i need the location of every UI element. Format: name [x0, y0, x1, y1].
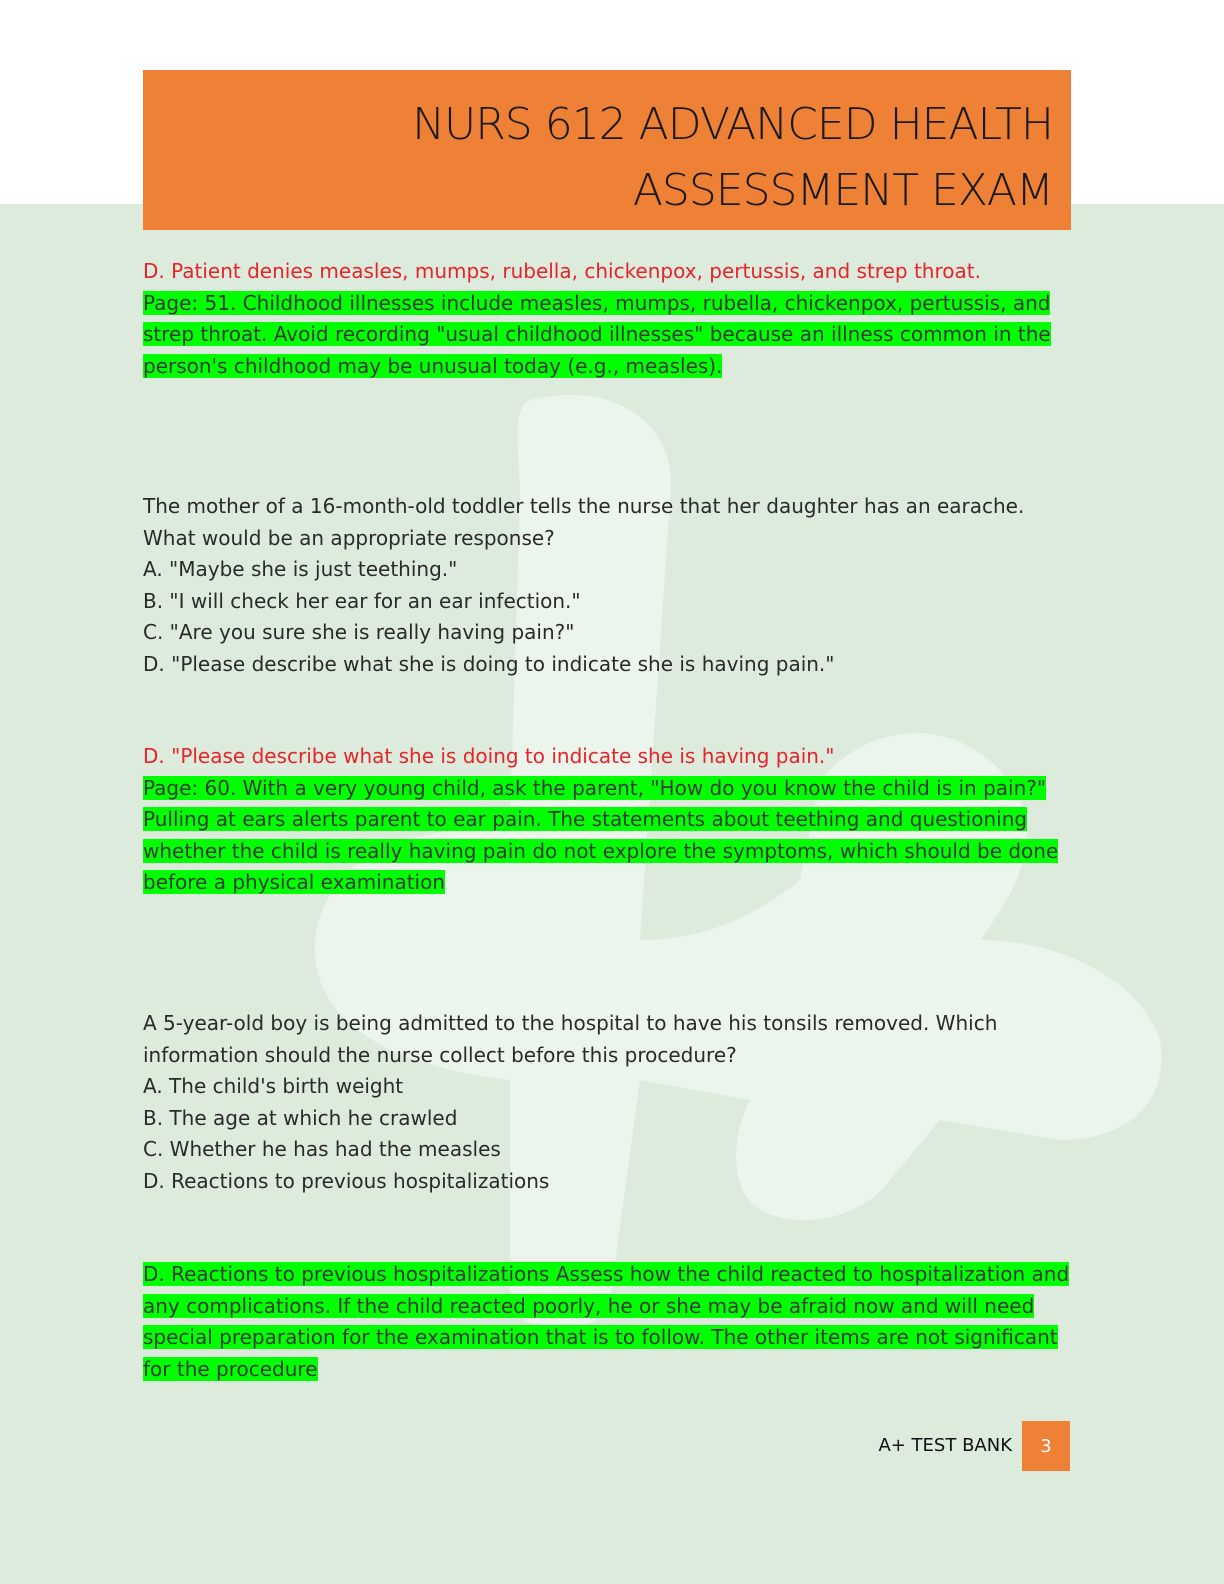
question-stem: A 5-year-old boy is being admitted to the hospital to have his tonsils removed. Which information should the nurse collect before this procedure?: [143, 1011, 998, 1067]
option-b: B. The age at which he crawled: [143, 1105, 458, 1130]
option-c: C. "Are you sure she is really having pain?": [143, 620, 575, 644]
rationale-text: D. Reactions to previous hospitalizations Assess how the child reacted to hospitalization and any complications. If the child reacted poorly, he or she may be afraid now and will need special preparation for the examination that is to follow. The other items are not significant for the procedure: [143, 1262, 1070, 1381]
title-line-2: ASSESSMENT EXAM: [632, 165, 1053, 216]
answer-block-2: [143, 741, 1073, 899]
option-b: B. "I will check her ear for an ear infection.": [143, 588, 581, 613]
option-a: A. "Maybe she is just teething.": [143, 557, 458, 581]
title-line-1: NURS 612 ADVANCED HEALTH: [412, 99, 1053, 150]
rationale-text: Page: 60. With a very young child, ask the parent, "How do you know the child is in pain?" Pulling at ears alerts parent to ear pain. The statements about teething and questioning whether the child is really having pain do not explore the symptoms, which should be done before a physical examination: [143, 775, 1059, 894]
answer-block-1: [143, 256, 1073, 382]
option-d: D. "Please describe what she is doing to indicate she is having pain.": [143, 651, 835, 676]
document-title: [412, 92, 1053, 224]
question-block-3: [143, 1008, 1073, 1197]
option-c: C. Whether he has had the measles: [143, 1137, 501, 1161]
option-a: A. The child's birth weight: [143, 1074, 404, 1098]
footer-label: A+ TEST BANK: [878, 1435, 1012, 1456]
header-banner: [143, 70, 1071, 230]
answer-block-3: [143, 1259, 1073, 1385]
page-number: 3: [1022, 1421, 1070, 1471]
answer-text: D. "Please describe what she is doing to indicate she is having pain.": [143, 744, 835, 768]
option-d: D. Reactions to previous hospitalizations: [143, 1168, 550, 1193]
answer-text: D. Patient denies measles, mumps, rubella, chickenpox, pertussis, and strep throat.: [143, 259, 981, 283]
rationale-text: Page: 51. Childhood illnesses include measles, mumps, rubella, chickenpox, pertussis, and strep throat. Avoid recording "usual childhood illnesses" because an illness common in the person's childhood may be unusual today (e.g., measles).: [143, 290, 1051, 378]
question-stem: The mother of a 16-month-old toddler tells the nurse that her daughter has an earache. What would be an appropriate response?: [143, 494, 1025, 550]
question-block-2: [143, 491, 1073, 680]
